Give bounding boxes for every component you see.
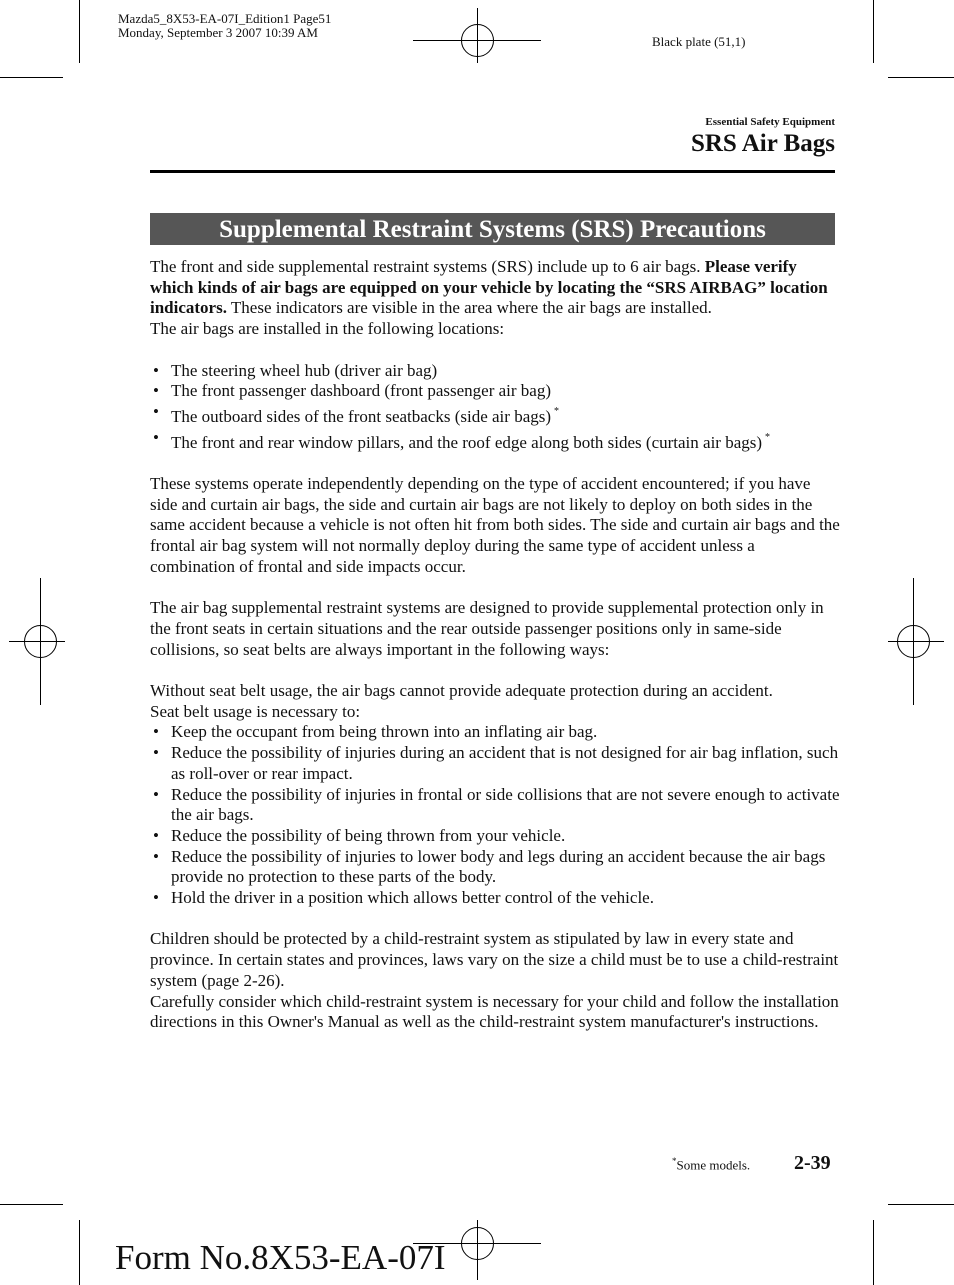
- independent-operation-paragraph: These systems operate independently depending on the type of accident encountered; if you have side and curtain air bags, the side and curtain air bags are not likely to deploy on both sides in the same accident because a vehicle is not often hit from both sides. The side and curtain air bags and the frontal air bag system will not normally deploy during the same type of accident unless a combination of frontal and side impacts occur.: [150, 474, 840, 576]
- list-item: • The front passenger dashboard (front passenger air bag): [150, 381, 840, 402]
- form-number: Form No.8X53-EA-07I: [115, 1238, 446, 1277]
- intro-paragraph: The front and side supplemental restraint systems (SRS) include up to 6 air bags. Please verify which kinds of air bags are equipped on your vehicle by locating the “SRS AIRBAG” location indicators. These indicators are visible in the area where the air bags are installed.: [150, 257, 828, 318]
- list-item: • Reduce the possibility of injuries in frontal or side collisions that are not severe enough to activate the air bags.: [150, 785, 840, 826]
- airbag-locations-list: [150, 361, 840, 454]
- list-item: • Reduce the possibility of injuries to lower body and legs during an accident because the air bags provide no protection to these parts of the body.: [150, 847, 840, 888]
- print-date-line: Monday, September 3 2007 10:39 AM: [118, 25, 318, 40]
- list-item: • The front and rear window pillars, and the roof edge along both sides (curtain air bags) *: [150, 428, 840, 454]
- intro-bold-instruction: Please verify which kinds of air bags are equipped on your vehicle by locating the “SRS AIRBAG” location indicators.: [150, 257, 828, 318]
- file-info: [118, 12, 331, 40]
- list-item: • The outboard sides of the front seatbacks (side air bags) *: [150, 402, 840, 428]
- seatbelt-lead: Without seat belt usage, the air bags cannot provide adequate protection during an accident.: [150, 681, 773, 700]
- header-rule: [150, 170, 835, 173]
- footnote-star: *: [672, 1156, 677, 1166]
- footnote-marker: *: [765, 431, 771, 443]
- section-subtitle: Essential Safety Equipment: [705, 116, 835, 128]
- list-item: • Keep the occupant from being thrown into an inflating air bag.: [150, 722, 840, 743]
- topic-banner: Supplemental Restraint Systems (SRS) Precautions: [150, 213, 835, 245]
- file-name-line: Mazda5_8X53-EA-07I_Edition1 Page51: [118, 11, 332, 26]
- list-item: • Reduce the possibility of being thrown from your vehicle.: [150, 826, 840, 847]
- seatbelt-reasons-list: [150, 722, 840, 908]
- main-content: [150, 257, 840, 1033]
- children-paragraph: Children should be protected by a child-restraint system as stipulated by law in every state and province. In certain states and provinces, laws vary on the size a child must be to use a child-restraint system (page 2-26).: [150, 929, 839, 990]
- footnote-marker: *: [554, 405, 560, 417]
- seatbelt-lead-2: Seat belt usage is necessary to:: [150, 701, 361, 721]
- section-title: SRS Air Bags: [690, 130, 835, 157]
- list-item: • Hold the driver in a position which allows better control of the vehicle.: [150, 888, 840, 909]
- locations-lead: The air bags are installed in the following locations:: [150, 319, 505, 339]
- footnote: *Some models.: [672, 1156, 751, 1173]
- supplemental-paragraph: The air bag supplemental restraint systems are designed to provide supplemental protection only in the front seats in certain situations and the rear outside passenger positions only in same-side collisions, so seat belts are always important in the following ways:: [150, 598, 824, 659]
- child-restraint-paragraph: Carefully consider which child-restraint system is necessary for your child and follow the installation directions in this Owner's Manual as well as the child-restraint system manufacturer's instructions.: [150, 991, 839, 1032]
- list-item: • The steering wheel hub (driver air bag): [150, 361, 840, 382]
- list-item: • Reduce the possibility of injuries during an accident that is not designed for air bag inflation, such as roll-over or rear impact.: [150, 743, 840, 784]
- plate-label: Black plate (51,1): [652, 34, 746, 49]
- page-number: 2-39: [794, 1152, 831, 1174]
